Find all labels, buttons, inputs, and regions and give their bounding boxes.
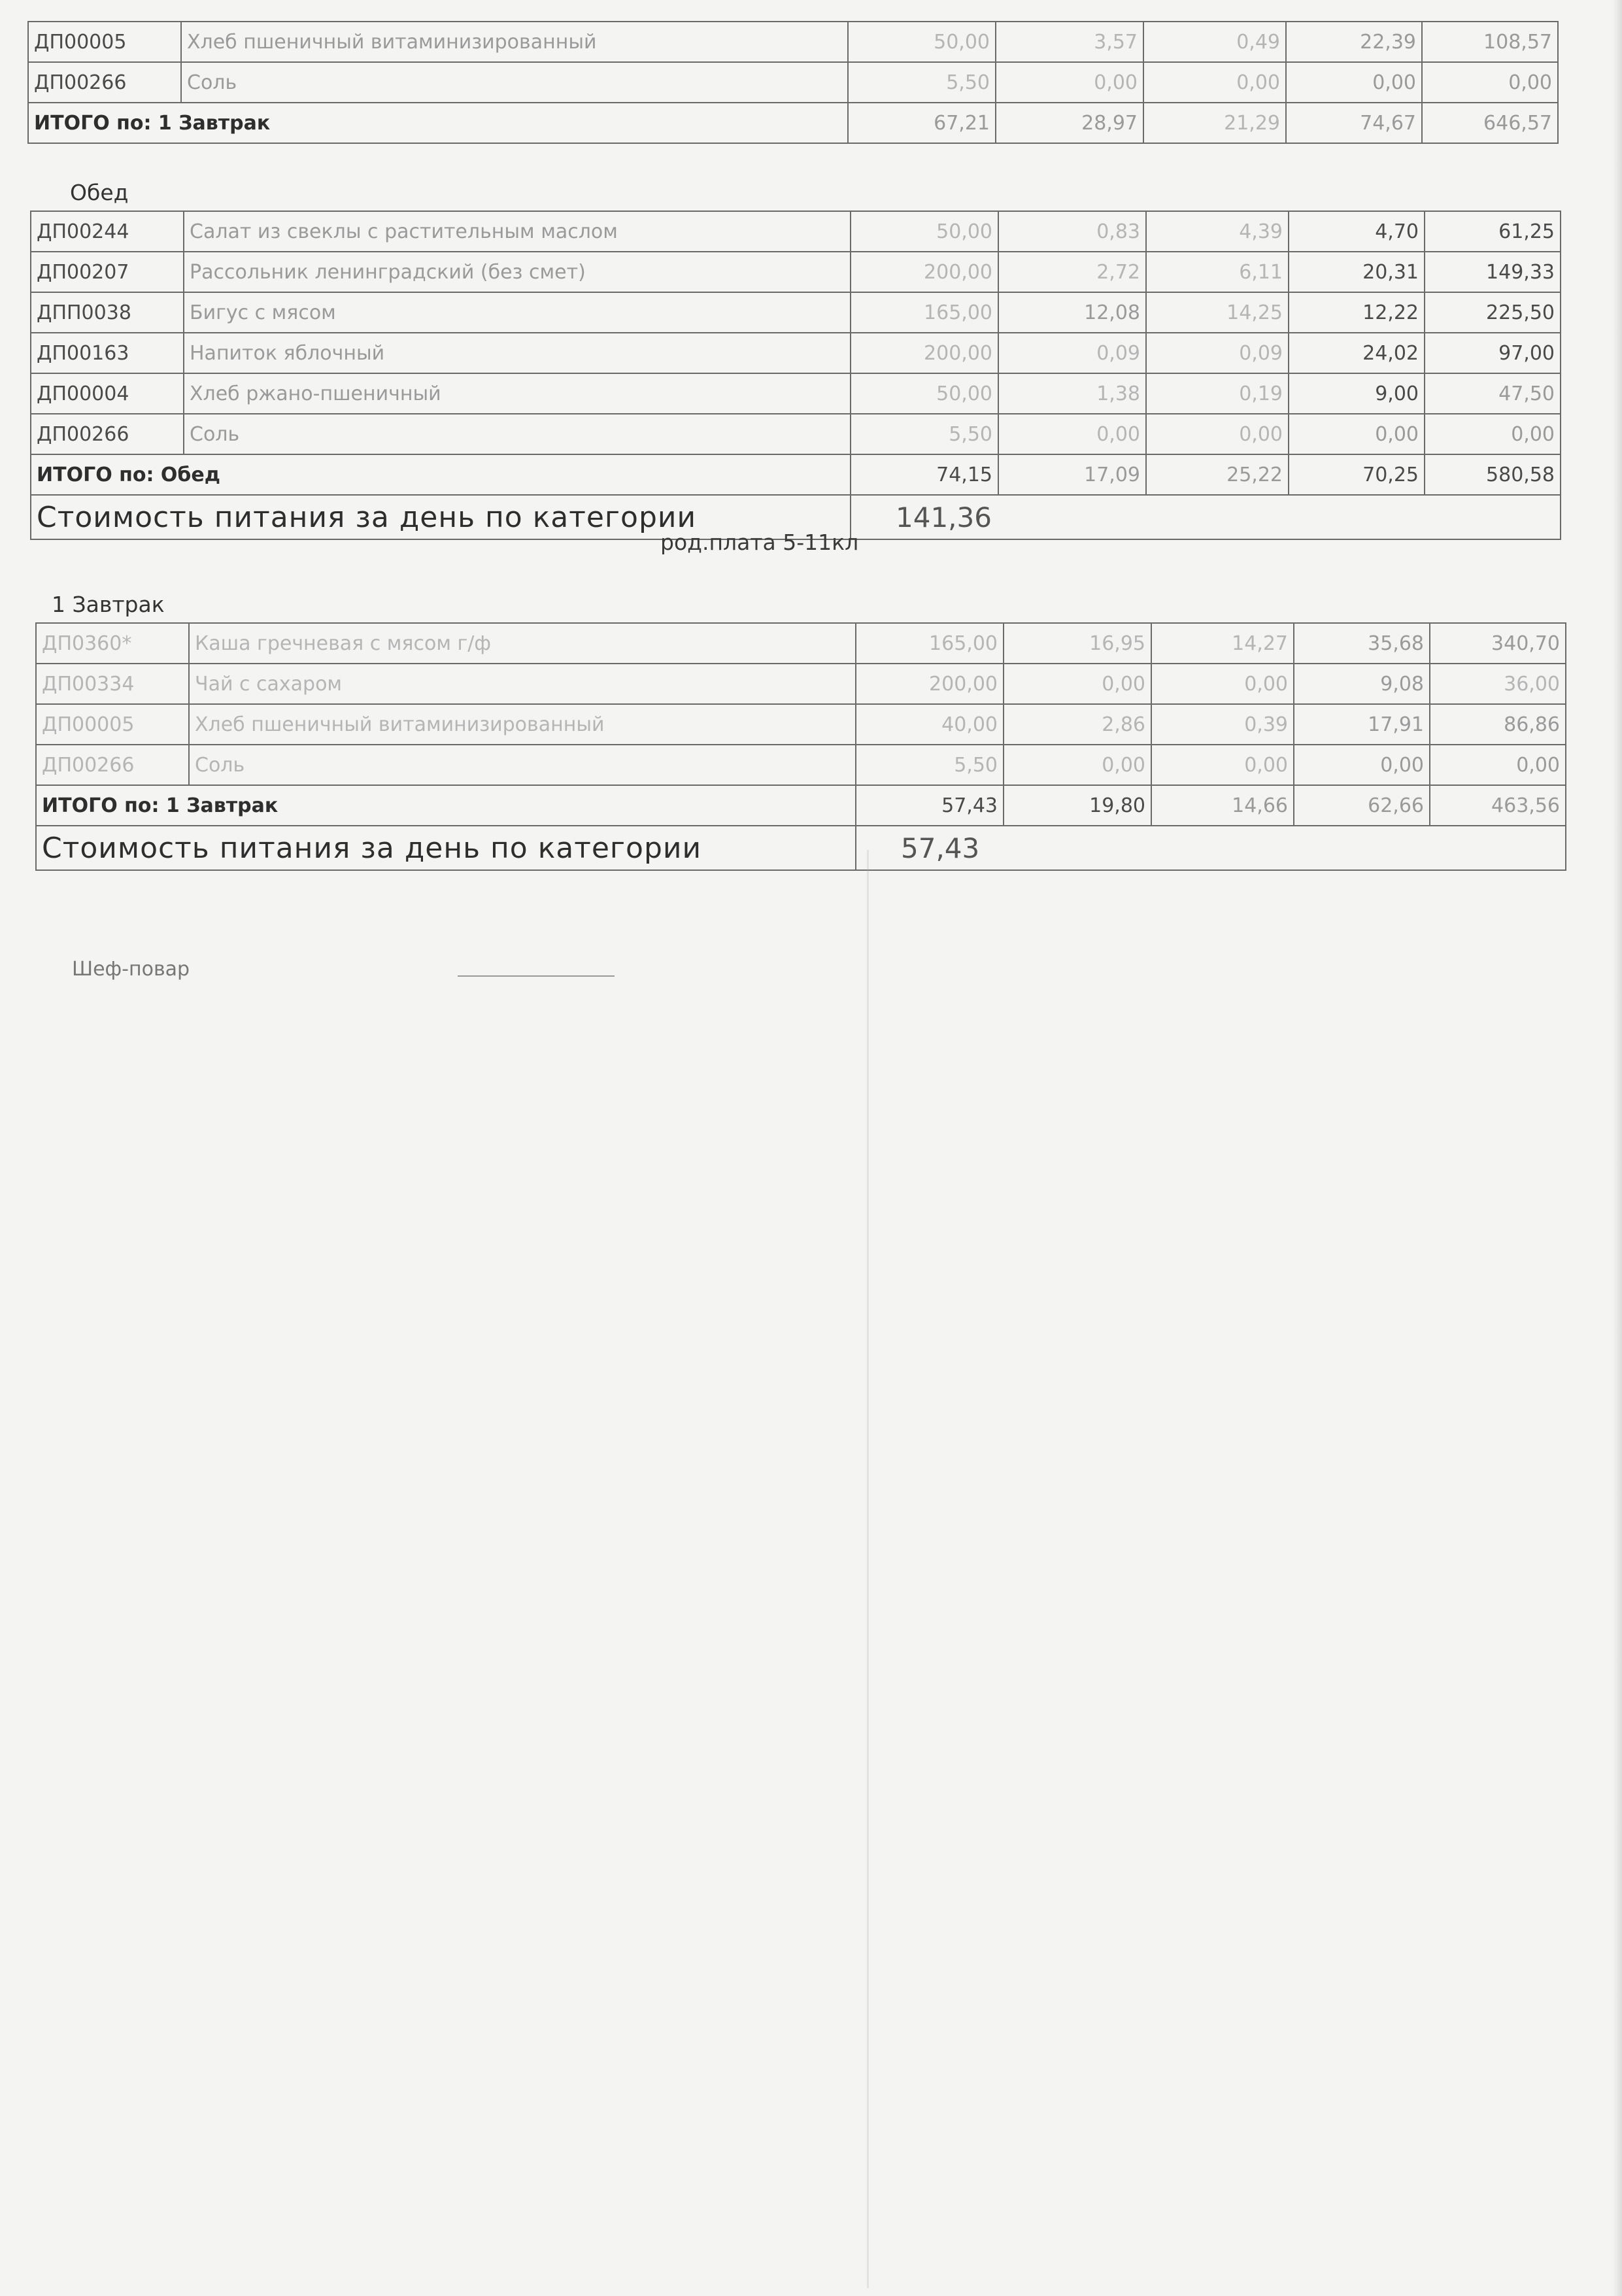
dish-code: ДП00266	[28, 62, 181, 103]
dish-fat: 0,00	[1146, 414, 1289, 454]
cost-label-text: Стоимость питания за день по категории	[42, 831, 702, 865]
total-weight: 74,15	[851, 454, 998, 495]
menu-table-body	[31, 174, 1561, 539]
dish-carbs: 4,70	[1289, 211, 1425, 252]
total-label-text: ИТОГО по: 1 Завтрак	[34, 111, 271, 135]
dish-kcal: 0,00	[1425, 414, 1561, 454]
total-protein: 28,97	[996, 103, 1143, 143]
total-label-text: ИТОГО по: 1 Завтрак	[42, 794, 279, 817]
table-row	[36, 623, 1566, 664]
dish-weight: 200,00	[851, 333, 998, 373]
total-label	[28, 103, 848, 143]
dish-carbs: 9,08	[1294, 664, 1430, 704]
dish-weight: 5,50	[848, 62, 996, 103]
total-fat: 21,29	[1143, 103, 1286, 143]
dish-name: Соль	[189, 745, 856, 785]
dish-weight: 200,00	[851, 252, 998, 292]
total-row	[28, 103, 1558, 143]
total-label	[36, 785, 856, 826]
scan-fold-mark	[867, 850, 869, 2288]
dish-carbs: 24,02	[1289, 333, 1425, 373]
dish-carbs: 12,22	[1289, 292, 1425, 333]
menu-table-breakfast	[35, 586, 1566, 871]
dish-name: Салат из свеклы с растительным маслом	[184, 211, 851, 252]
total-kcal: 580,58	[1425, 454, 1561, 495]
chef-signature-label: Шеф-повар	[72, 958, 190, 981]
dish-code: ДП0360*	[36, 623, 189, 664]
dish-kcal: 340,70	[1430, 623, 1566, 664]
dish-fat: 0,19	[1146, 373, 1289, 414]
dish-code: ДП00005	[28, 22, 181, 62]
dish-protein: 1,38	[998, 373, 1146, 414]
table-row	[36, 664, 1566, 704]
dish-fat: 6,11	[1146, 252, 1289, 292]
table-row	[28, 22, 1558, 62]
dish-carbs: 20,31	[1289, 252, 1425, 292]
dish-code: ДПП0038	[31, 292, 184, 333]
dish-name: Хлеб пшеничный витаминизированный	[181, 22, 848, 62]
dish-weight: 5,50	[856, 745, 1004, 785]
dish-protein: 12,08	[998, 292, 1146, 333]
dish-name: Чай с сахаром	[189, 664, 856, 704]
dish-protein: 2,86	[1004, 704, 1151, 745]
dish-name: Бигус с мясом	[184, 292, 851, 333]
total-row	[31, 454, 1561, 495]
dish-kcal: 108,57	[1422, 22, 1558, 62]
total-carbs: 70,25	[1289, 454, 1425, 495]
table-row	[31, 414, 1561, 454]
dish-protein: 0,00	[1004, 664, 1151, 704]
section-row	[31, 174, 1561, 211]
dish-protein: 0,83	[998, 211, 1146, 252]
total-label	[31, 454, 851, 495]
dish-weight: 50,00	[848, 22, 996, 62]
table-row	[31, 292, 1561, 333]
dish-carbs: 0,00	[1294, 745, 1430, 785]
dish-carbs: 22,39	[1286, 22, 1422, 62]
dish-name: Хлеб ржано-пшеничный	[184, 373, 851, 414]
table-row	[36, 745, 1566, 785]
dish-carbs: 0,00	[1289, 414, 1425, 454]
total-kcal: 463,56	[1430, 785, 1566, 826]
table-row	[28, 62, 1558, 103]
dish-code: ДП00004	[31, 373, 184, 414]
dish-kcal: 0,00	[1430, 745, 1566, 785]
dish-weight: 5,50	[851, 414, 998, 454]
table-row	[31, 373, 1561, 414]
dish-fat: 0,49	[1143, 22, 1286, 62]
dish-name: Рассольник ленинградский (без смет)	[184, 252, 851, 292]
table-row	[31, 333, 1561, 373]
dish-name: Хлеб пшеничный витаминизированный	[189, 704, 856, 745]
dish-code: ДП00005	[36, 704, 189, 745]
dish-code: ДП00207	[31, 252, 184, 292]
dish-code: ДП00334	[36, 664, 189, 704]
cost-label-text: Стоимость питания за день по категории	[37, 500, 697, 534]
cost-value-text: 141,36	[896, 501, 992, 533]
dish-protein: 0,00	[1004, 745, 1151, 785]
dish-code: ДП00266	[31, 414, 184, 454]
section-title: Обед	[70, 179, 129, 205]
menu-table-breakfast-continued	[27, 21, 1559, 144]
dish-kcal: 61,25	[1425, 211, 1561, 252]
section-row	[36, 586, 1566, 623]
dish-name: Соль	[184, 414, 851, 454]
dish-protein: 16,95	[1004, 623, 1151, 664]
dish-fat: 0,09	[1146, 333, 1289, 373]
dish-carbs: 35,68	[1294, 623, 1430, 664]
dish-protein: 0,09	[998, 333, 1146, 373]
total-carbs: 74,67	[1286, 103, 1422, 143]
table-row	[36, 704, 1566, 745]
dish-weight: 200,00	[856, 664, 1004, 704]
dish-weight: 40,00	[856, 704, 1004, 745]
dish-fat: 14,25	[1146, 292, 1289, 333]
dish-protein: 2,72	[998, 252, 1146, 292]
cost-value	[856, 826, 1566, 870]
dish-fat: 0,39	[1151, 704, 1294, 745]
total-carbs: 62,66	[1294, 785, 1430, 826]
table-row	[31, 211, 1561, 252]
total-fat: 25,22	[1146, 454, 1289, 495]
dish-fat: 0,00	[1151, 745, 1294, 785]
section-title: 1 Завтрак	[52, 591, 165, 617]
cost-value-text: 57,43	[901, 832, 980, 864]
dish-protein: 3,57	[996, 22, 1143, 62]
dish-fat: 14,27	[1151, 623, 1294, 664]
dish-protein: 0,00	[996, 62, 1143, 103]
cost-value	[851, 495, 1561, 539]
category-title: род.плата 5-11кл	[660, 530, 859, 555]
dish-name: Соль	[181, 62, 848, 103]
dish-carbs: 9,00	[1289, 373, 1425, 414]
dish-name: Каша гречневая с мясом г/ф	[189, 623, 856, 664]
total-label-text: ИТОГО по: Обед	[37, 463, 220, 486]
total-weight: 57,43	[856, 785, 1004, 826]
total-row	[36, 785, 1566, 826]
scan-edge-shadow	[1613, 0, 1622, 2296]
dish-kcal: 47,50	[1425, 373, 1561, 414]
dish-kcal: 97,00	[1425, 333, 1561, 373]
dish-kcal: 0,00	[1422, 62, 1558, 103]
table-row	[31, 252, 1561, 292]
menu-table-lunch	[30, 174, 1561, 540]
dish-protein: 0,00	[998, 414, 1146, 454]
total-fat: 14,66	[1151, 785, 1294, 826]
dish-kcal: 149,33	[1425, 252, 1561, 292]
dish-kcal: 36,00	[1430, 664, 1566, 704]
total-protein: 17,09	[998, 454, 1146, 495]
cost-row	[36, 826, 1566, 870]
dish-fat: 4,39	[1146, 211, 1289, 252]
dish-fat: 0,00	[1143, 62, 1286, 103]
dish-carbs: 0,00	[1286, 62, 1422, 103]
menu-table-body	[36, 586, 1566, 870]
total-protein: 19,80	[1004, 785, 1151, 826]
signature-line	[458, 975, 615, 977]
cost-label	[36, 826, 856, 870]
dish-kcal: 86,86	[1430, 704, 1566, 745]
dish-weight: 165,00	[856, 623, 1004, 664]
dish-weight: 50,00	[851, 211, 998, 252]
dish-code: ДП00266	[36, 745, 189, 785]
dish-code: ДП00163	[31, 333, 184, 373]
dish-weight: 165,00	[851, 292, 998, 333]
dish-weight: 50,00	[851, 373, 998, 414]
dish-name: Напиток яблочный	[184, 333, 851, 373]
total-weight: 67,21	[848, 103, 996, 143]
total-kcal: 646,57	[1422, 103, 1558, 143]
menu-table-body	[28, 22, 1558, 143]
dish-fat: 0,00	[1151, 664, 1294, 704]
dish-kcal: 225,50	[1425, 292, 1561, 333]
dish-carbs: 17,91	[1294, 704, 1430, 745]
dish-code: ДП00244	[31, 211, 184, 252]
